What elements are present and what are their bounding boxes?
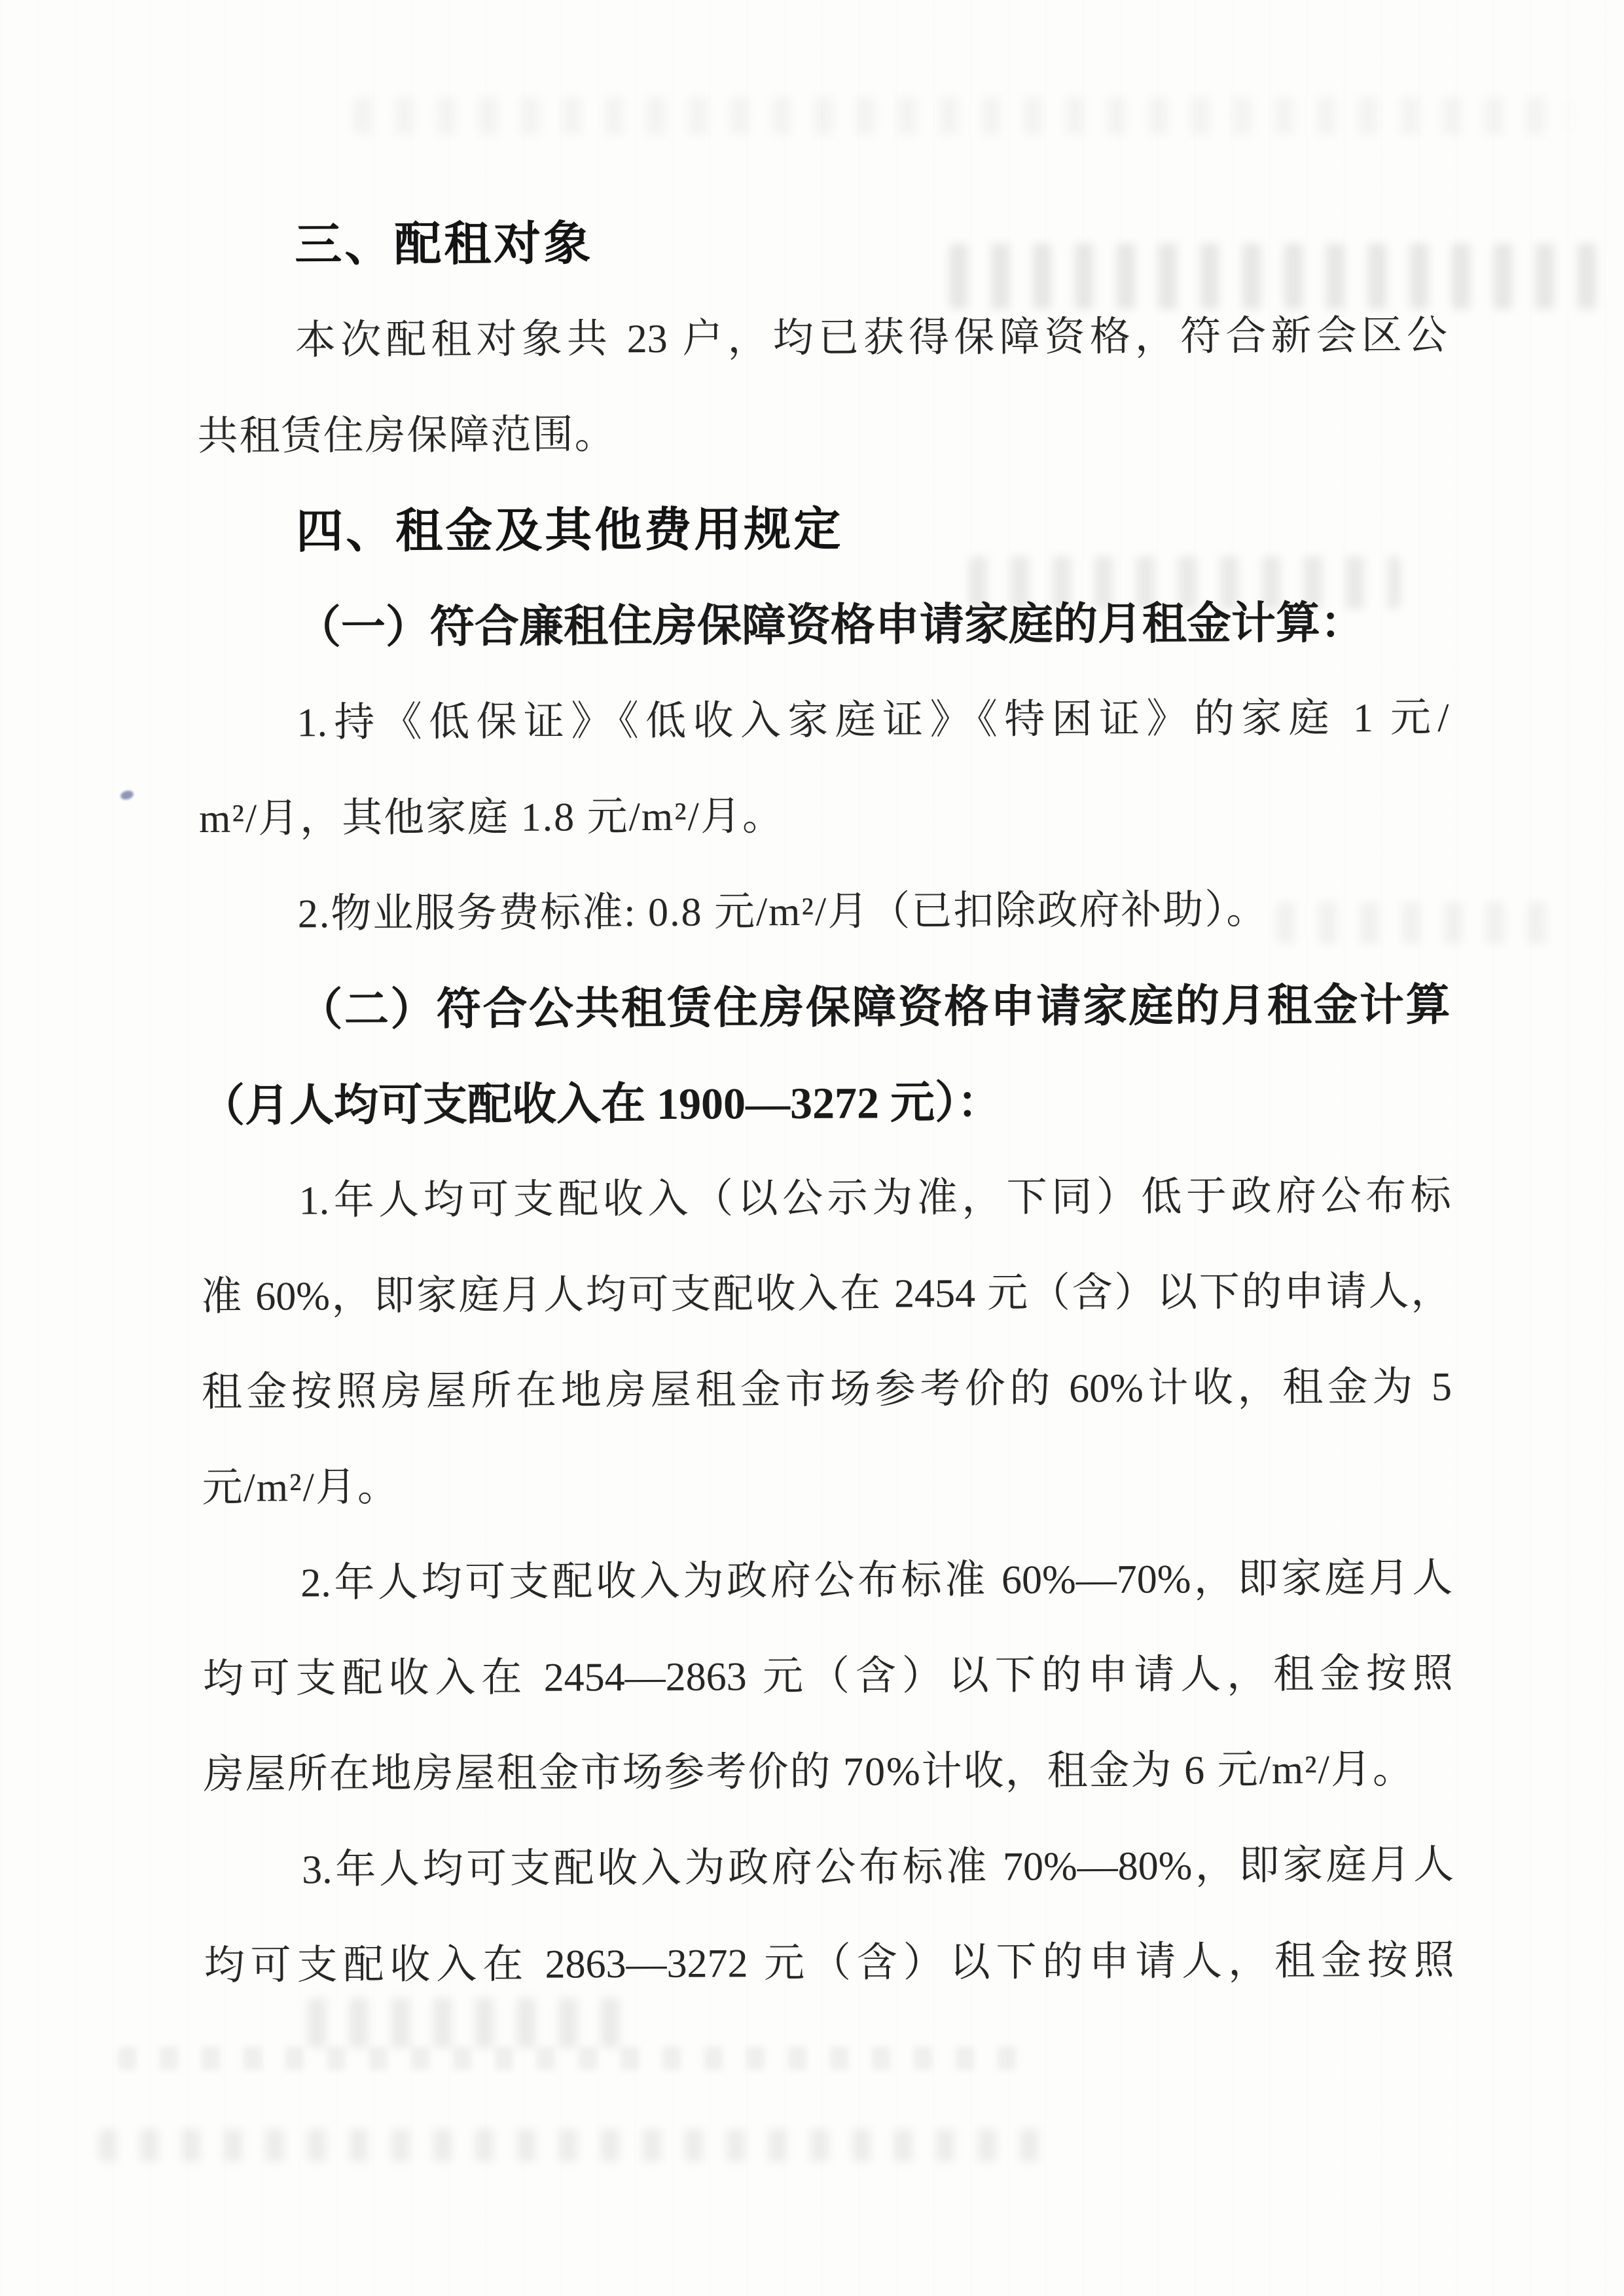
text-line-2: 本次配租对象共 23 户，均已获得保障资格，符合新会区公 <box>295 313 1448 363</box>
document-text <box>196 192 1454 2014</box>
text-line-4: 四、租金及其他费用规定 <box>296 503 844 558</box>
text-line-14: 元/m²/月。 <box>202 1465 400 1510</box>
text-line-19: 均可支配收入在 2863—3272 元（含）以下的申请人，租金按照 <box>204 1938 1454 1988</box>
text-line-7: m²/月，其他家庭 1.8 元/m²/月。 <box>198 794 785 841</box>
text-line-12: 准 60%，即家庭月人均可支配收入在 2454 元（含）以下的申请人， <box>201 1269 1452 1319</box>
text-line-9: （二）符合公共租赁住房保障资格申请家庭的月租金计算 <box>298 979 1451 1035</box>
text-line-17: 房屋所在地房屋租金市场参考价的 70%计收，租金为 6 元/m²/月。 <box>203 1747 1415 1797</box>
text-line-16: 均可支配收入在 2454—2863 元（含）以下的申请人，租金按照 <box>202 1651 1454 1702</box>
text-line-18: 3.年人均可支配收入为政府公布标准 70%—80%，即家庭月人 <box>301 1842 1454 1893</box>
text-line-5: （一）符合廉租住房保障资格申请家庭的月租金计算： <box>296 598 1365 653</box>
bleedthrough-artifact <box>98 2129 1060 2162</box>
text-line-8: 2.物业服务费标准: 0.8 元/m²/月（已扣除政府补助）。 <box>297 887 1269 937</box>
text-line-11: 1.年人均可支配收入（以公示为准，下同）低于政府公布标 <box>298 1173 1451 1224</box>
text-line-15: 2.年人均可支配收入为政府公布标准 60%—70%，即家庭月人 <box>300 1556 1453 1606</box>
text-line-1: 三、配租对象 <box>295 217 594 272</box>
bleedthrough-artifact <box>353 97 1571 135</box>
bleedthrough-artifact <box>118 2047 1021 2070</box>
text-line-10: （月人均可支配收入在 1900—3272 元）： <box>200 1077 1002 1131</box>
ink-dot <box>120 790 135 801</box>
text-line-13: 租金按照房屋所在地房屋租金市场参考价的 60%计收，租金为 5 <box>201 1364 1453 1415</box>
text-line-3: 共租赁住房保障范围。 <box>197 412 617 459</box>
text-line-6: 1.持《低保证》《低收入家庭证》《特困证》的家庭 1 元/ <box>297 695 1449 746</box>
